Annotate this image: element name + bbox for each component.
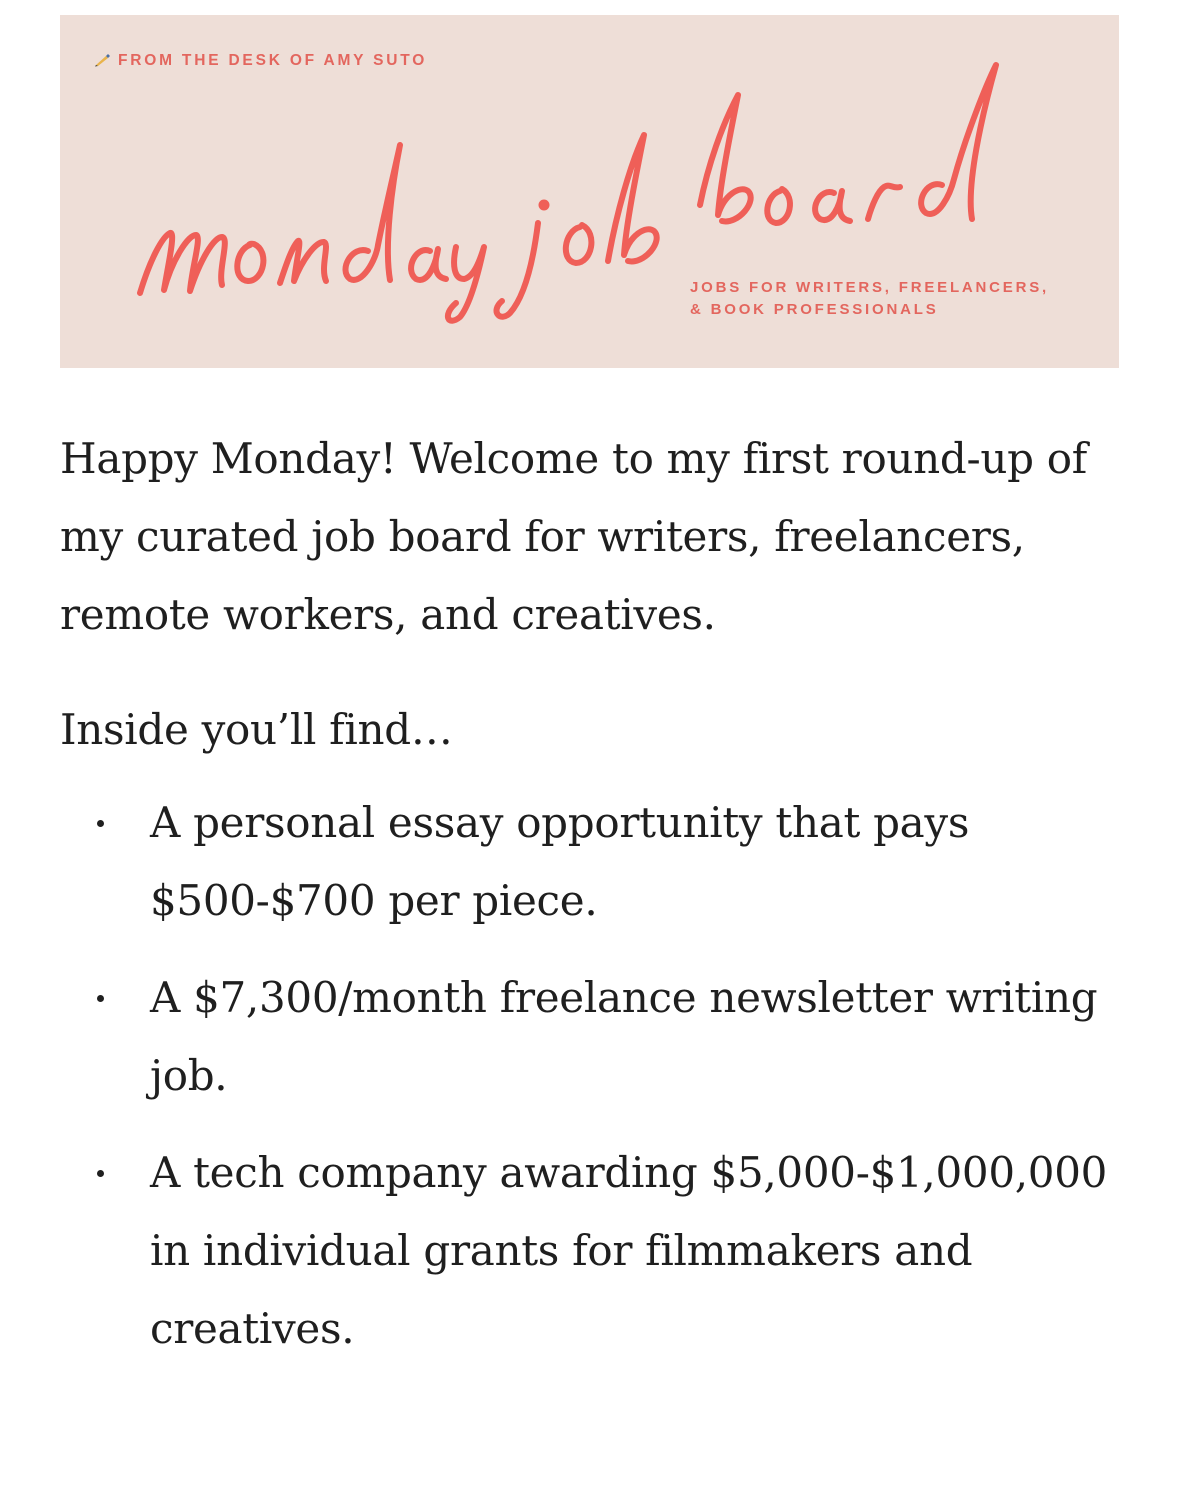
header-banner-image	[60, 15, 1119, 368]
highlights-list	[60, 784, 1120, 1368]
list-item	[60, 1134, 1120, 1368]
list-item-text: A $7,300/month freelance newsletter writing job.	[150, 973, 1098, 1100]
list-item-text: A personal essay opportunity that pays $500-$700 per piece.	[150, 798, 970, 925]
banner-tagline-line2: & BOOK PROFESSIONALS	[690, 301, 939, 318]
banner-tagline	[690, 277, 1049, 321]
banner-tagline-line1: JOBS FOR WRITERS, FREELANCERS,	[690, 279, 1050, 296]
list-item-text: A tech company awarding $5,000-$1,000,000 in individual grants for filmmakers and creatives.	[150, 1148, 1108, 1353]
post-body	[60, 420, 1120, 1387]
bullet-dot	[97, 995, 104, 1002]
list-item	[60, 959, 1120, 1115]
banner-kicker-text: FROM THE DESK OF AMY SUTO	[118, 52, 428, 69]
list-item	[60, 784, 1120, 940]
bullet-dot	[97, 820, 104, 827]
lead-in-paragraph: Inside you’ll find…	[60, 705, 453, 754]
writing-hand-icon	[94, 53, 112, 67]
intro-paragraph: Happy Monday! Welcome to my first round-up of my curated job board for writers, freelancers, remote workers, and creatives.	[60, 434, 1088, 639]
bullet-dot	[97, 1170, 104, 1177]
